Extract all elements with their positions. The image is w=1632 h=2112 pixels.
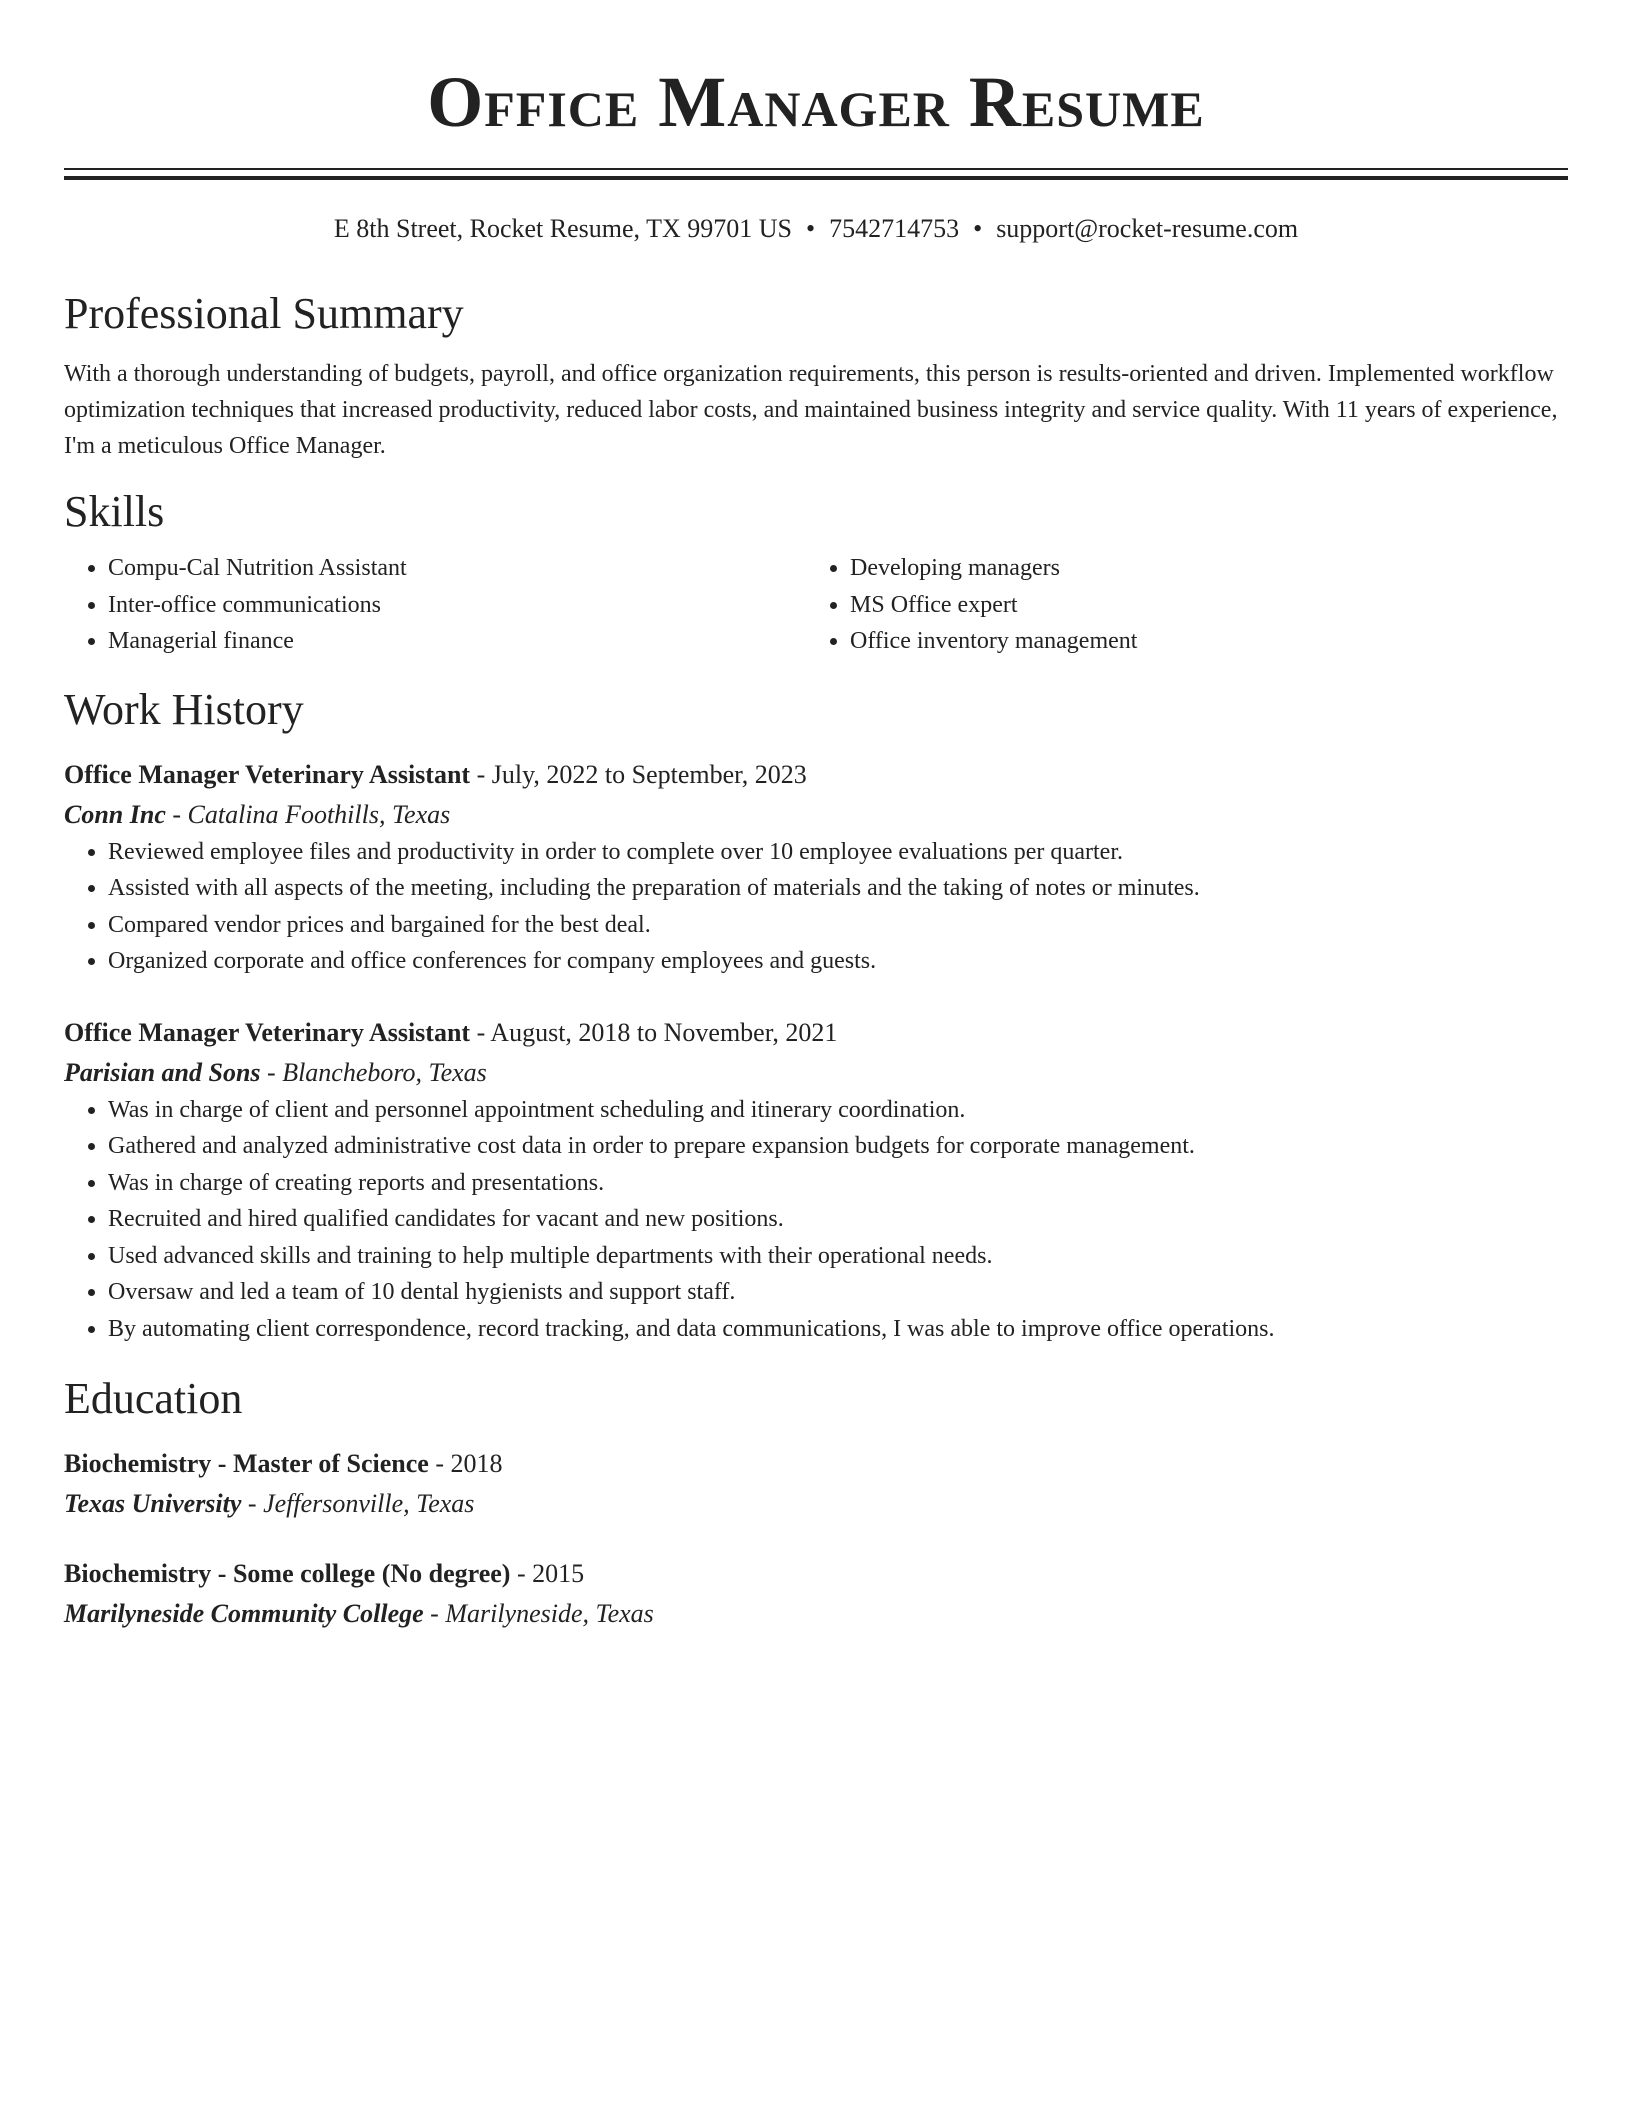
- skill-item: • MS Office expert: [850, 587, 1548, 624]
- contact-separator: •: [805, 214, 816, 243]
- job-duties: [64, 1092, 1568, 1348]
- skills-heading: Skills: [64, 487, 165, 536]
- skill-item: • Compu-Cal Nutrition Assistant: [108, 550, 806, 587]
- education-school-line: [64, 1485, 1568, 1523]
- resume-title: Office Manager Resume: [427, 62, 1205, 142]
- title-divider-thin: [64, 168, 1568, 170]
- job-title: Office Manager Veterinary Assistant: [64, 759, 471, 789]
- skills-column-left: [64, 550, 806, 660]
- job-duty: • Compared vendor prices and bargained for the best deal.: [108, 907, 1568, 944]
- work-history-heading: Work History: [64, 684, 304, 734]
- contact-address: E 8th Street, Rocket Resume, TX 99701 US: [333, 214, 792, 243]
- education-year: - 2018: [428, 1449, 503, 1478]
- job-header: [64, 1014, 1568, 1052]
- job-entry: [64, 756, 1568, 980]
- job-duty: • Recruited and hired qualified candidates for vacant and new positions.: [108, 1201, 1568, 1238]
- skill-item: • Office inventory management: [850, 623, 1548, 660]
- job-employer: [64, 1054, 1568, 1092]
- contact-line: [64, 212, 1568, 246]
- contact-separator: •: [973, 214, 983, 243]
- education-school-line: [64, 1595, 1568, 1633]
- education-entry: [64, 1445, 1568, 1523]
- job-employer: [64, 796, 1568, 834]
- skill-item: • Managerial finance: [108, 623, 806, 660]
- skill-item: • Developing managers: [850, 550, 1548, 587]
- title-divider-thick: [64, 176, 1568, 180]
- job-company: Conn Inc: [64, 799, 166, 829]
- job-duty: • Reviewed employee files and productivity in order to complete over 10 employee evaluations per quarter.: [108, 834, 1568, 871]
- education-degree: Biochemistry - Some college (No degree): [64, 1559, 511, 1588]
- education-heading: Education: [64, 1374, 243, 1423]
- job-header: [64, 756, 1568, 794]
- skills-list: [64, 550, 1568, 660]
- education-school: Marilyneside Community College: [64, 1599, 424, 1628]
- resume-page: [64, 0, 1568, 1633]
- job-location: - Catalina Foothills, Texas: [165, 799, 451, 829]
- job-duty: • Used advanced skills and training to help multiple departments with their operational needs.: [108, 1238, 1568, 1275]
- job-location: - Blancheboro, Texas: [260, 1057, 487, 1087]
- summary-heading: Professional Summary: [64, 289, 464, 338]
- job-dates: - August, 2018 to November, 2021: [470, 1017, 838, 1047]
- education-location: - Jeffersonville, Texas: [241, 1489, 475, 1518]
- job-duty: • Gathered and analyzed administrative cost data in order to prepare expansion budgets for corporate management.: [108, 1128, 1568, 1165]
- job-duty: • By automating client correspondence, record tracking, and data communications, I was able to improve office operations.: [108, 1311, 1568, 1348]
- job-entry: [64, 1014, 1568, 1348]
- education-entry: [64, 1555, 1568, 1633]
- job-duty: • Organized corporate and office conferences for company employees and guests.: [108, 943, 1568, 980]
- job-duty: • Was in charge of client and personnel appointment scheduling and itinerary coordination.: [108, 1092, 1568, 1129]
- job-duties: [64, 834, 1568, 980]
- job-duty: • Was in charge of creating reports and presentations.: [108, 1165, 1568, 1202]
- job-duty: • Oversaw and led a team of 10 dental hygienists and support staff.: [108, 1274, 1568, 1311]
- contact-phone: 7542714753: [829, 214, 960, 243]
- education-school: Texas University: [64, 1489, 242, 1518]
- education-year: - 2015: [510, 1559, 585, 1588]
- job-duty: • Assisted with all aspects of the meeting, including the preparation of materials and the taking of notes or minutes.: [108, 870, 1568, 907]
- education-degree-line: [64, 1555, 1568, 1593]
- contact-email: support@rocket-resume.com: [996, 214, 1299, 243]
- skills-column-right: [806, 550, 1548, 660]
- job-title: Office Manager Veterinary Assistant: [64, 1017, 471, 1047]
- education-location: - Marilyneside, Texas: [423, 1599, 654, 1628]
- skill-item: • Inter-office communications: [108, 587, 806, 624]
- summary-text: With a thorough understanding of budgets, payroll, and office organization requirements, this person is results-oriented and driven. Implemented workflow optimization techniques that increased productivity, reduced labor costs, and maintained business integrity and service quality. With 11 years of experience, I'm a meticulous Office Manager.: [64, 361, 1558, 459]
- education-degree: Biochemistry - Master of Science: [64, 1449, 429, 1478]
- job-company: Parisian and Sons: [64, 1057, 261, 1087]
- job-dates: - July, 2022 to September, 2023: [470, 759, 807, 789]
- education-degree-line: [64, 1445, 1568, 1483]
